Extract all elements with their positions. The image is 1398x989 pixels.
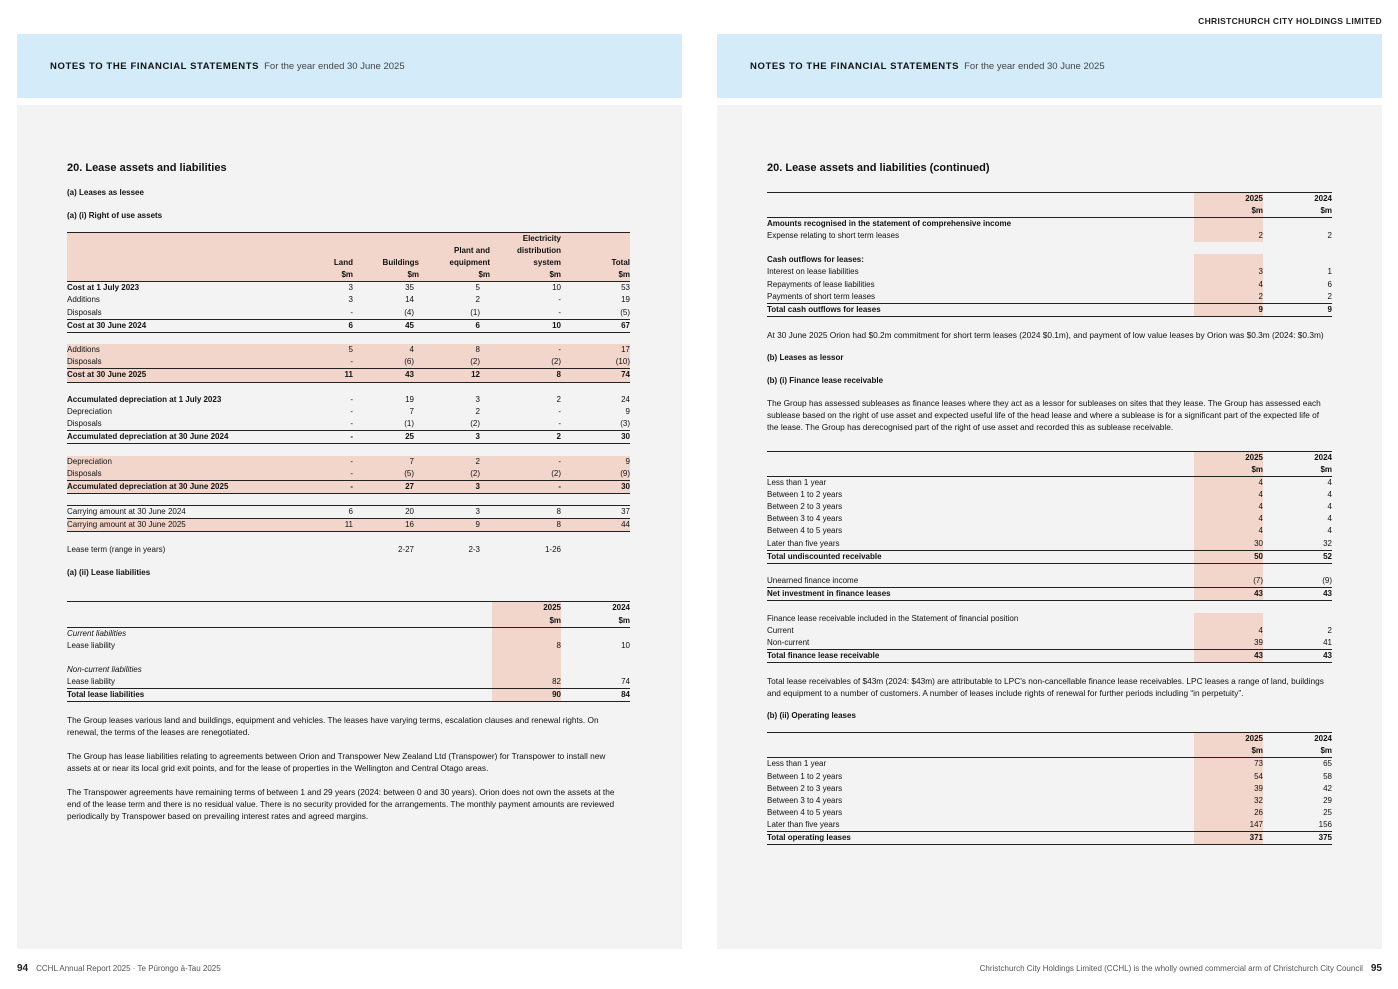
noncurrent-liabilities-heading: Non-current liabilities <box>67 664 142 674</box>
cash-outflow-value-2024: 2 <box>1327 291 1332 301</box>
cash-outflow-label: Payments of short term leases <box>767 291 876 301</box>
rou-header-blank <box>67 245 273 257</box>
short-term-expense-2025: 2 <box>1194 230 1263 242</box>
finance-maturity-value-2024: 4 <box>1327 514 1332 524</box>
liab-unit-2024: $m <box>561 615 630 628</box>
total-cash-outflows-2024: 9 <box>1263 303 1332 316</box>
finance-current-2025: 4 <box>1194 625 1263 637</box>
rou-header-blank <box>67 257 273 269</box>
rou-row-value: 7 <box>409 407 414 417</box>
rou-row-value: 43 <box>353 369 419 382</box>
operating-maturity-label: Between 2 to 3 years <box>767 783 843 793</box>
rou-row-label: Cost at 30 June 2024 <box>67 319 273 332</box>
subheading-b-i: (b) (i) Finance lease receivable <box>767 375 884 385</box>
operating-maturity-row <box>767 758 1332 771</box>
rou-row-value: - <box>490 456 561 468</box>
footer-left <box>17 963 221 974</box>
rou-row-value: 17 <box>561 344 630 356</box>
paragraph-group-leases: The Group leases various land and buildings, equipment and vehicles. The leases have varying terms, escalation clauses and renewal rights. On renewal, the terms of the leases are renegotiated. <box>67 715 599 738</box>
rou-row-label: Cost at 1 July 2023 <box>67 283 140 293</box>
income-year-2025: 2025 <box>1194 193 1263 206</box>
operating-maturity-value-2025: 26 <box>1194 807 1263 819</box>
noncurrent-lease-liability-2024: 74 <box>621 676 630 686</box>
cash-outflow-value-2024: 1 <box>1327 267 1332 277</box>
operating-maturity-value-2024: 58 <box>1323 771 1332 781</box>
rou-row-value: 6 <box>273 506 353 519</box>
rou-row-value: 27 <box>353 481 419 494</box>
rou-row-value: 16 <box>353 519 419 532</box>
rou-row-value: (9) <box>561 468 630 481</box>
finance-maturity-label: Less than 1 year <box>767 478 827 488</box>
operating-maturity-value-2025: 73 <box>1194 758 1263 771</box>
lease-term-land <box>273 544 353 556</box>
liab-unit-2025: $m <box>492 615 561 628</box>
rou-row <box>67 394 630 406</box>
rou-row-value: 10 <box>552 283 561 293</box>
total-operating-leases-2024: 375 <box>1263 832 1332 845</box>
income-year-2024: 2024 <box>1314 194 1332 203</box>
cash-outflow-row <box>767 291 1332 304</box>
rou-row-value: 67 <box>561 319 630 332</box>
finance-unit-2024: $m <box>1263 464 1332 477</box>
paragraph-finance-lease: The Group has assessed subleases as finance leases where they act as a lessor for subleases on sites that they lease. The Group has assessed each sublease based on the right of use asset and expected useful life of the head lease and where a sublease is for a significant part of the expected life of the lease. The Group has derecognised part of the right of use asset and recorded this as sublease receivable. <box>767 397 1321 432</box>
rou-column-header: system <box>490 257 561 269</box>
rou-row-value: 6 <box>419 319 490 332</box>
operating-maturity-value-2024: 65 <box>1323 759 1332 769</box>
finance-maturity-value-2025: 4 <box>1194 525 1263 537</box>
finance-maturity-row <box>767 538 1332 551</box>
rou-column-header: $m <box>490 269 561 282</box>
rou-row-value: 3 <box>419 506 490 519</box>
rou-row-value: 3 <box>419 431 490 444</box>
subheading-a-ii: (a) (ii) Lease liabilities <box>67 568 151 578</box>
rou-row-value: (2) <box>419 356 490 369</box>
operating-maturity-label: Less than 1 year <box>767 759 827 769</box>
income-heading: Amounts recognised in the statement of comprehensive income <box>767 219 1012 229</box>
total-lease-liabilities-2025: 90 <box>492 689 561 702</box>
rou-row-value: 3 <box>475 395 480 405</box>
finance-maturity-value-2024: 32 <box>1323 538 1332 548</box>
finance-maturity-label: Between 4 to 5 years <box>767 526 843 536</box>
subheading-b: (b) Leases as lessor <box>767 352 844 362</box>
total-cash-outflows-label: Total cash outflows for leases <box>767 303 1194 316</box>
rou-row-value: 5 <box>273 344 353 356</box>
rou-row-value: - <box>350 419 353 429</box>
rou-row-value: - <box>490 344 561 356</box>
income-unit-2024: $m <box>1263 205 1332 218</box>
rou-row-label: Cost at 30 June 2025 <box>67 369 273 382</box>
finance-maturity-value-2024: 4 <box>1327 490 1332 500</box>
comprehensive-income-table <box>767 192 1332 317</box>
finance-maturity-label: Between 2 to 3 years <box>767 502 843 512</box>
rou-row-value: 10 <box>490 319 561 332</box>
rou-row <box>67 468 630 481</box>
current-lease-liability-2025: 8 <box>492 640 561 652</box>
finance-noncurrent-2025: 39 <box>1194 637 1263 650</box>
finance-year-2025: 2025 <box>1194 451 1263 464</box>
rou-row-label: Carrying amount at 30 June 2025 <box>67 519 273 532</box>
rou-row-value: 5 <box>475 283 480 293</box>
section-heading: 20. Lease assets and liabilities <box>67 162 227 174</box>
finance-maturity-value-2025: 4 <box>1194 513 1263 525</box>
rou-row-value: - <box>558 307 561 317</box>
operating-maturity-value-2025: 147 <box>1194 819 1263 832</box>
rou-row-value: (4) <box>404 307 414 317</box>
rou-row-value: 11 <box>273 369 353 382</box>
operating-maturity-value-2024: 29 <box>1323 795 1332 805</box>
finance-position-heading: Finance lease receivable included in the Statement of financial position <box>767 613 1019 623</box>
rou-row <box>67 344 630 356</box>
subheading-a-i: (a) (i) Right of use assets <box>67 211 163 220</box>
header-title-right: NOTES TO THE FINANCIAL STATEMENTS <box>750 60 960 72</box>
rou-row <box>67 294 630 306</box>
rou-row-value: 2 <box>490 431 561 444</box>
lease-term-electricity: 1-26 <box>544 545 561 555</box>
finance-current-label: Current <box>767 625 794 635</box>
rou-row-value: 19 <box>621 295 630 305</box>
rou-row-value: 35 <box>405 283 414 293</box>
current-liabilities-heading: Current liabilities <box>67 628 127 638</box>
rou-row-value: 8 <box>490 519 561 532</box>
liab-year-2024: 2024 <box>612 603 630 613</box>
rou-row-value: 12 <box>419 369 490 382</box>
liab-year-2025: 2025 <box>492 602 561 615</box>
finance-maturity-value-2024: 4 <box>1327 526 1332 536</box>
rou-row-value: (1) <box>470 307 480 317</box>
operating-leases-table <box>767 732 1332 845</box>
noncurrent-lease-liability-label: Lease liability <box>67 676 116 686</box>
rou-row-value: 8 <box>490 506 561 519</box>
rou-header-blank <box>67 233 273 246</box>
income-unit-2025: $m <box>1194 205 1263 218</box>
cash-outflow-row <box>767 266 1332 278</box>
finance-noncurrent-2024: 41 <box>1323 638 1332 648</box>
rou-row-value: 2 <box>475 407 480 417</box>
total-lease-liabilities-label: Total lease liabilities <box>67 689 492 702</box>
rou-column-header: $m <box>561 269 630 282</box>
rou-column-header <box>273 245 353 257</box>
rou-column-header: distribution <box>490 245 561 257</box>
finance-maturity-row <box>767 501 1332 513</box>
rou-row-value: - <box>558 419 561 429</box>
rou-row <box>67 418 630 431</box>
rou-column-header <box>353 245 419 257</box>
rou-row-value: 19 <box>405 395 414 405</box>
rou-row-value: (5) <box>620 307 630 317</box>
right-content <box>767 162 1332 845</box>
subheading-a: (a) Leases as lessee <box>67 188 144 197</box>
lease-term-label: Lease term (range in years) <box>67 545 166 555</box>
paragraph-orion-short-term: At 30 June 2025 Orion had $0.2m commitment for short term leases (2024 $0.1m), and payment of low value leases by Orion was $0.3m (2024: $0.3m) <box>767 329 1324 340</box>
total-finance-receivable-label: Total finance lease receivable <box>767 650 1194 663</box>
page-header-right <box>717 34 1382 98</box>
finance-maturity-value-2025: 4 <box>1194 477 1263 490</box>
finance-year-2024: 2024 <box>1314 452 1332 462</box>
rou-row-label: Additions <box>67 344 273 356</box>
finance-maturity-value-2024: 4 <box>1327 502 1332 512</box>
paragraph-transpower-terms: The Transpower agreements have remaining terms of between 1 and 29 years (2024: between 0 and 30 years). Orion does not own the assets at the end of the lease term and there is no residual value. There is no security provided for the arrangements. The monthly payment amounts are reviewed periodically by Transpower based on prevailing interest rates and agreed margins. <box>67 787 615 822</box>
footer-left-text: CCHL Annual Report 2025 · Te Pūrongo ā-Tau 2025 <box>36 964 221 973</box>
cash-outflow-value-2025: 4 <box>1194 279 1263 291</box>
finance-maturity-row <box>767 477 1332 490</box>
finance-maturity-label: Between 3 to 4 years <box>767 514 843 524</box>
net-investment-2024: 43 <box>1263 588 1332 601</box>
rou-row <box>67 369 630 382</box>
rou-column-header: $m <box>419 269 490 282</box>
rou-row-value: 9 <box>419 519 490 532</box>
total-undiscounted-2024: 52 <box>1263 550 1332 563</box>
rou-row-value: 3 <box>419 481 490 494</box>
rou-column-header <box>561 245 630 257</box>
rou-row-value: 7 <box>353 456 419 468</box>
finance-maturity-value-2025: 4 <box>1194 489 1263 501</box>
rou-row <box>67 356 630 369</box>
finance-lease-table <box>767 451 1332 663</box>
rou-row-label: Carrying amount at 30 June 2024 <box>67 506 273 519</box>
lease-term-plant: 2-3 <box>468 545 480 555</box>
rou-row-value: 2 <box>419 456 490 468</box>
current-lease-liability-2024: 10 <box>621 640 630 650</box>
total-undiscounted-2025: 50 <box>1194 550 1263 563</box>
finance-maturity-value-2024: 4 <box>1327 478 1332 488</box>
operating-year-2025: 2025 <box>1194 733 1263 746</box>
rou-row-value: - <box>350 407 353 417</box>
operating-unit-2024: $m <box>1263 745 1332 758</box>
cash-outflow-label: Repayments of lease liabilities <box>767 279 875 289</box>
rou-row <box>67 307 630 320</box>
finance-maturity-row <box>767 525 1332 537</box>
rou-row <box>67 481 630 494</box>
rou-header-blank <box>67 269 273 282</box>
rou-row-label: Additions <box>67 295 100 305</box>
lease-term-total <box>561 544 630 556</box>
header-subtitle-right: For the year ended 30 June 2025 <box>964 60 1105 72</box>
lease-term-table <box>67 544 630 556</box>
unearned-income-2024: (9) <box>1322 576 1332 586</box>
rou-row <box>67 406 630 418</box>
rou-row-value: - <box>273 431 353 444</box>
rou-row <box>67 282 630 295</box>
rou-row-value: 74 <box>561 369 630 382</box>
rou-row-value: 2 <box>556 395 561 405</box>
rou-row-value: (1) <box>404 419 414 429</box>
rou-row-value: 9 <box>561 456 630 468</box>
cash-outflow-row <box>767 279 1332 291</box>
finance-maturity-value-2025: 4 <box>1194 501 1263 513</box>
rou-row-value: (2) <box>419 468 490 481</box>
rou-row <box>67 519 630 532</box>
page-number-right: 95 <box>1370 963 1382 974</box>
finance-current-2024: 2 <box>1327 625 1332 635</box>
rou-row-value: - <box>490 481 561 494</box>
rou-row-value: 4 <box>353 344 419 356</box>
total-finance-receivable-2025: 43 <box>1194 650 1263 663</box>
rou-row-value: - <box>273 356 353 369</box>
cash-outflow-value-2025: 2 <box>1194 291 1263 304</box>
rou-row-value: 9 <box>625 407 630 417</box>
operating-maturity-row <box>767 771 1332 783</box>
rou-row-value: - <box>558 295 561 305</box>
total-finance-receivable-2024: 43 <box>1263 650 1332 663</box>
header-title: NOTES TO THE FINANCIAL STATEMENTS <box>50 60 260 72</box>
unearned-income-label: Unearned finance income <box>767 576 859 586</box>
rou-row <box>67 506 630 519</box>
rou-row <box>67 431 630 444</box>
rou-row-label: Disposals <box>67 419 102 429</box>
operating-maturity-row <box>767 783 1332 795</box>
operating-year-2024: 2024 <box>1314 734 1332 744</box>
paragraph-lpc: Total lease receivables of $43m (2024: $43m) are attributable to LPC's non-cancellable finance lease receivables. LPC leases a range of land, buildings and equipment to a number of customers. A number of leases include rights of renewal for further periods including “in perpetuity”. <box>767 676 1324 699</box>
short-term-expense-2024: 2 <box>1327 231 1332 241</box>
rou-row-value: - <box>273 456 353 468</box>
total-undiscounted-label: Total undiscounted receivable <box>767 550 1194 563</box>
operating-maturity-value-2025: 54 <box>1194 771 1263 783</box>
subheading-b-ii: (b) (ii) Operating leases <box>767 711 856 721</box>
operating-unit-2025: $m <box>1194 745 1263 758</box>
rou-row-value: 37 <box>561 506 630 519</box>
rou-row-value: (2) <box>470 419 480 429</box>
rou-row-value: 24 <box>621 395 630 405</box>
total-cash-outflows-2025: 9 <box>1194 303 1263 316</box>
operating-maturity-label: Later than five years <box>767 819 840 829</box>
rou-column-header: Total <box>561 257 630 269</box>
footer-right <box>980 963 1382 974</box>
rou-row-label: Accumulated depreciation at 30 June 2025 <box>67 481 273 494</box>
rou-row-value: (5) <box>353 468 419 481</box>
rou-row-label: Disposals <box>67 356 273 369</box>
rou-row <box>67 456 630 468</box>
rou-row-value: (2) <box>490 468 561 481</box>
rou-row-value: - <box>350 307 353 317</box>
rou-column-header: $m <box>353 269 419 282</box>
operating-maturity-value-2024: 156 <box>1318 819 1332 829</box>
finance-maturity-label: Between 1 to 2 years <box>767 490 843 500</box>
rou-row <box>67 319 630 332</box>
rou-row-label: Disposals <box>67 307 102 317</box>
rou-row-label: Disposals <box>67 468 273 481</box>
rou-row-value: - <box>273 468 353 481</box>
rou-row-value: (6) <box>353 356 419 369</box>
rou-row-label: Depreciation <box>67 407 112 417</box>
cash-outflow-value-2024: 6 <box>1327 279 1332 289</box>
cash-outflows-heading: Cash outflows for leases: <box>767 255 864 265</box>
rou-row-value: - <box>558 407 561 417</box>
right-page <box>717 34 1382 949</box>
rou-row-label: Accumulated depreciation at 1 July 2023 <box>67 395 222 405</box>
rou-row-value: (2) <box>490 356 561 369</box>
operating-maturity-value-2024: 25 <box>1323 807 1332 817</box>
rou-row-value: - <box>350 395 353 405</box>
net-investment-2025: 43 <box>1194 588 1263 601</box>
rou-row-value: (10) <box>561 356 630 369</box>
right-of-use-table <box>67 232 630 532</box>
operating-maturity-label: Between 3 to 4 years <box>767 795 843 805</box>
noncurrent-lease-liability-2025: 82 <box>492 676 561 689</box>
rou-column-header <box>419 233 490 246</box>
operating-maturity-label: Between 1 to 2 years <box>767 771 843 781</box>
left-content <box>67 162 630 834</box>
short-term-expense-label: Expense relating to short term leases <box>767 231 900 241</box>
total-operating-leases-label: Total operating leases <box>767 832 1194 845</box>
rou-column-header <box>561 233 630 246</box>
rou-column-header: Buildings <box>353 257 419 269</box>
rou-row-value: 44 <box>561 519 630 532</box>
operating-maturity-value-2024: 42 <box>1323 783 1332 793</box>
rou-row-value: 3 <box>348 283 353 293</box>
operating-maturity-row <box>767 795 1332 807</box>
rou-column-header: $m <box>273 269 353 282</box>
cash-outflow-value-2025: 3 <box>1194 266 1263 278</box>
finance-maturity-label: Later than five years <box>767 538 840 548</box>
rou-row-value: 30 <box>561 431 630 444</box>
finance-unit-2025: $m <box>1194 464 1263 477</box>
section-heading-continued: 20. Lease assets and liabilities (continued) <box>767 162 990 174</box>
rou-row-value: 20 <box>353 506 419 519</box>
finance-maturity-row <box>767 489 1332 501</box>
total-operating-leases-2025: 371 <box>1194 832 1263 845</box>
total-lease-liabilities-2024: 84 <box>561 689 630 702</box>
rou-row-value: 45 <box>353 319 419 332</box>
rou-row-value: 6 <box>273 319 353 332</box>
net-investment-label: Net investment in finance leases <box>767 588 1194 601</box>
rou-row-value: 30 <box>561 481 630 494</box>
rou-column-header: Electricity <box>490 233 561 246</box>
header-subtitle: For the year ended 30 June 2025 <box>264 60 405 72</box>
lease-liabilities-table <box>67 601 630 702</box>
footer-right-text: Christchurch City Holdings Limited (CCHL) is the wholly owned commercial arm of Christchurch City Council <box>979 964 1363 973</box>
rou-row-value: 2 <box>475 295 480 305</box>
rou-row-value: 25 <box>353 431 419 444</box>
rou-row-label: Accumulated depreciation at 30 June 2024 <box>67 431 273 444</box>
rou-row-value: (3) <box>620 419 630 429</box>
lease-term-buildings: 2-27 <box>397 545 414 555</box>
rou-row-value: 8 <box>490 369 561 382</box>
rou-column-header: Plant and <box>419 245 490 257</box>
rou-row-value: - <box>273 481 353 494</box>
rou-column-header <box>353 233 419 246</box>
rou-row-value: 53 <box>621 283 630 293</box>
unearned-income-2025: (7) <box>1194 575 1263 588</box>
page-header <box>17 34 682 98</box>
cash-outflow-label: Interest on lease liabilities <box>767 267 859 277</box>
rou-column-header <box>273 233 353 246</box>
rou-row-label: Depreciation <box>67 456 273 468</box>
rou-row-value: 11 <box>273 519 353 532</box>
operating-maturity-row <box>767 819 1332 832</box>
page-number-left: 94 <box>17 963 29 974</box>
operating-maturity-row <box>767 807 1332 819</box>
rou-column-header: Land <box>273 257 353 269</box>
rou-row-value: 3 <box>348 295 353 305</box>
rou-column-header: equipment <box>419 257 490 269</box>
paragraph-transpower-liabilities: The Group has lease liabilities relating to agreements between Orion and Transpower New Zealand Ltd (Transpower) for Transpower to install new assets at or near its local grid exit points, and for the lease of properties in the Wellington and Central Otago areas. <box>67 751 606 774</box>
rou-row-value: 8 <box>419 344 490 356</box>
left-page <box>17 34 682 949</box>
finance-noncurrent-label: Non-current <box>767 638 810 648</box>
operating-maturity-value-2025: 39 <box>1194 783 1263 795</box>
operating-maturity-value-2025: 32 <box>1194 795 1263 807</box>
operating-maturity-label: Between 4 to 5 years <box>767 807 843 817</box>
current-lease-liability-label: Lease liability <box>67 640 116 650</box>
finance-maturity-row <box>767 513 1332 525</box>
rou-row-value: 14 <box>405 295 414 305</box>
finance-maturity-value-2025: 30 <box>1194 538 1263 551</box>
company-name: CHRISTCHURCH CITY HOLDINGS LIMITED <box>1198 16 1382 26</box>
